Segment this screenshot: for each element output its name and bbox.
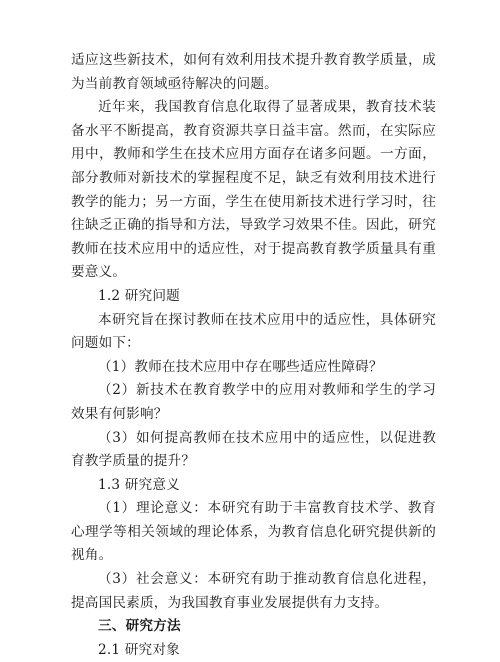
paragraph-continuation: 适应这些新技术，如何有效利用技术提升教育教学质量，成为当前教育领域亟待解决的问题。: [71, 52, 436, 92]
paragraph-questions-intro: 本研究旨在探讨教师在技术应用中的适应性，具体研究问题如下：: [71, 311, 436, 352]
list-item-question-1: （1）教师在技术应用中存在哪些适应性障碍？: [98, 358, 383, 375]
document-body: [71, 49, 436, 662]
list-item-theoretical-significance: （1）理论意义：本研究有助于丰富教育技术学、教育心理学等相关领域的理论体系，为教育信息化研究提供新的视角。: [71, 500, 436, 564]
section-heading-research-questions: 1.2 研究问题: [98, 287, 180, 304]
list-item-question-3: （3）如何提高教师在技术应用中的适应性，以促进教育教学质量的提升？: [71, 429, 436, 470]
section-heading-research-significance: 1.3 研究意义: [98, 476, 180, 493]
paragraph-recent-years: 近年来，我国教育信息化取得了显著成果，教育技术装备水平不断提高，教育资源共享日益丰富。然而，在实际应用中，教师和学生在技术应用方面存在诸多问题。一方面，部分教师对新技术的掌握程度不足，缺乏有效利用技术进行教学的能力；另一方面，学生在使用新技术进行学习时，往往缺乏正确的指导和方法，导致学习效果不佳。因此，研究教师在技术应用中的适应性，对于提高教育教学质量具有重要意义。: [71, 99, 436, 281]
chapter-heading-methods: 三、研究方法: [98, 618, 181, 635]
list-item-social-significance: （3）社会意义：本研究有助于推动教育信息化进程，提高国民素质，为我国教育事业发展提供有力支持。: [71, 571, 436, 611]
section-heading-research-subjects: 2.1 研究对象: [98, 641, 180, 658]
list-item-question-2: （2）新技术在教育教学中的应用对教师和学生的学习效果有何影响？: [71, 382, 436, 422]
